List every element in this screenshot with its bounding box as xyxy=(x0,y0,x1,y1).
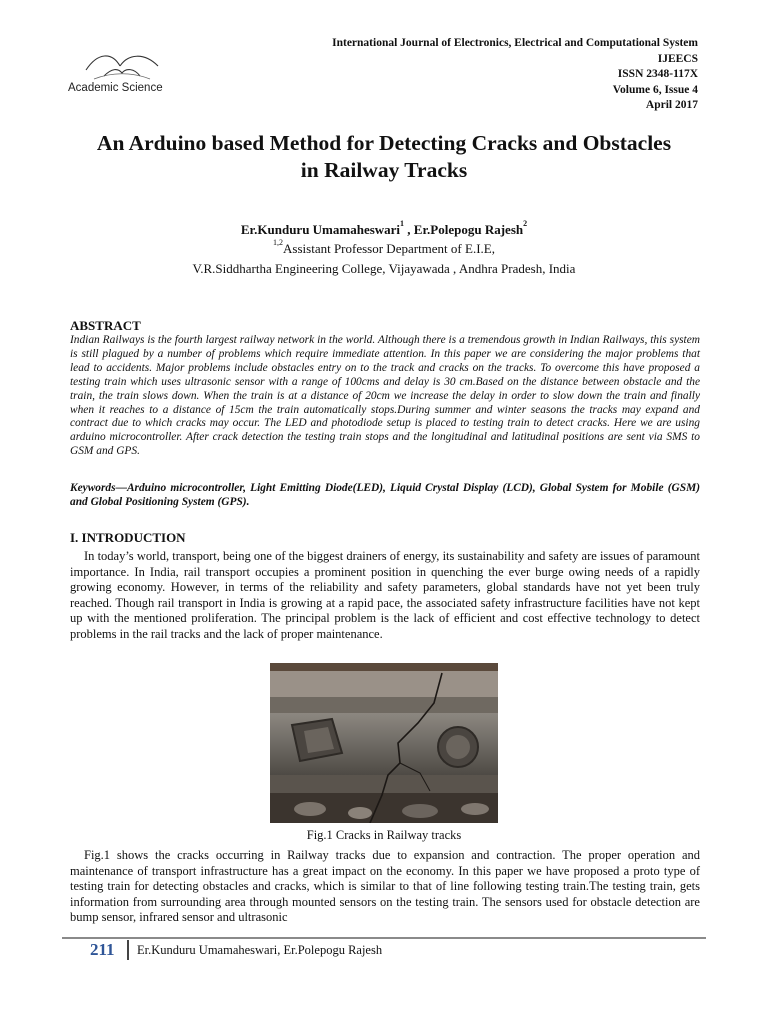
footer-rule xyxy=(62,937,706,939)
paper-title-line: in Railway Tracks xyxy=(300,158,468,182)
paper-title-line: An Arduino based Method for Detecting Cracks and Obstacles xyxy=(96,131,672,155)
journal-volume: Volume 6, Issue 4 xyxy=(612,83,698,96)
keywords: Keywords—Arduino microcontroller, Light Emitting Diode(LED), Liquid Crystal Display (LCD), Global System for Mobile (GSM) and Global Positioning System (GPS). xyxy=(70,482,700,508)
affiliation-department: Assistant Professor Department of E.I.E, xyxy=(283,241,495,256)
journal-info xyxy=(332,36,698,114)
paper-title xyxy=(40,130,728,184)
affiliation-line xyxy=(40,238,728,257)
intro-paragraph: Fig.1 shows the cracks occurring in Railway tracks due to expansion and contraction. The proper operation and maintenance of transport infrastructure has a great impact on the economy. In this paper we have proposed a proto type of testing train for detecting obstacles and cracks, which is similar to that of line following testing train.The testing train, gets information from surrounding area through mounted sensors on the testing train. The sensors used for obstacle detection are bump sensor, infrared sensor and ultrasonic xyxy=(70,848,700,924)
author-separator: , xyxy=(404,222,414,237)
abstract-heading: ABSTRACT xyxy=(70,318,141,333)
section-heading: I. INTRODUCTION xyxy=(70,530,186,545)
rail-crack-photo xyxy=(270,663,498,823)
footer-authors: Er.Kunduru Umamaheswari, Er.Polepogu Rajesh xyxy=(137,943,383,957)
logo-text: Academic Science xyxy=(68,82,163,94)
figure-caption: Fig.1 Cracks in Railway tracks xyxy=(306,828,462,842)
logo-birds-icon xyxy=(82,46,162,82)
author-superscript: 2 xyxy=(523,219,528,228)
page-number: 211 xyxy=(90,940,115,959)
footer-separator xyxy=(127,940,129,960)
abstract-text: Indian Railways is the fourth largest railway network in the world. Although there is a tremendous growth in Indian Railways, this system is still plagued by a number of problems which require immediate attention. In this paper we are considering the major problems that lead to accidents. Major problems include obstacles entry on to the track and cracks on the tracks. To overcome this have proposed a testing train which uses ultrasonic sensor with a range of 100cms and delay is 30 cm.Based on the distance between obstacle and the train, the train slows down. When the train is at a distance of 20cm we increase the delay in order to slow down the train and finally when it reaches to a distance of 15cm the train automatically stops.During summer and winter seasons the tracks may expand and contract due to which cracks may occur. The LED and photodiode setup is placed to testing train to detect cracks. Here we are using arduino microcontroller. After crack detection the testing train stops and the longitudinal and latitudinal positions are sent via SMS to GSM and GPS. xyxy=(70,334,700,458)
author-name: Er.Kunduru Umamaheswari xyxy=(240,222,401,237)
journal-abbrev: IJEECS xyxy=(657,52,698,65)
journal-name: International Journal of Electronics, Electrical and Computational System xyxy=(332,37,698,49)
author-superscript: 1 xyxy=(400,219,405,228)
author-list xyxy=(40,219,728,238)
affiliation-institution: V.R.Siddhartha Engineering College, Vijayawada , Andhra Pradesh, India xyxy=(192,261,576,276)
intro-paragraph: In today’s world, transport, being one of the biggest drainers of energy, its sustainability and safety are issues of paramount importance. In India, rail transport occupies a prominent position in quenching the ever burge owing needs of a rapidly growing economy. However, in terms of the reliability and safety parameters, global standards have not yet been truly reached. Though rail transport in India is growing at a rapid pace, the associated safety infrastructure facilities have not kept up with the mentioned proliferation. The principal problem is the lack of efficient and cost effective technology to detect problems in the rail tracks and the lack of proper maintenance. xyxy=(70,549,700,641)
author-name: Er.Polepogu Rajesh xyxy=(413,222,524,237)
journal-issn: ISSN 2348-117X xyxy=(617,68,698,80)
affiliation-superscript: 1,2 xyxy=(273,238,284,247)
journal-date: April 2017 xyxy=(645,99,698,111)
academic-science-logo xyxy=(68,46,178,98)
